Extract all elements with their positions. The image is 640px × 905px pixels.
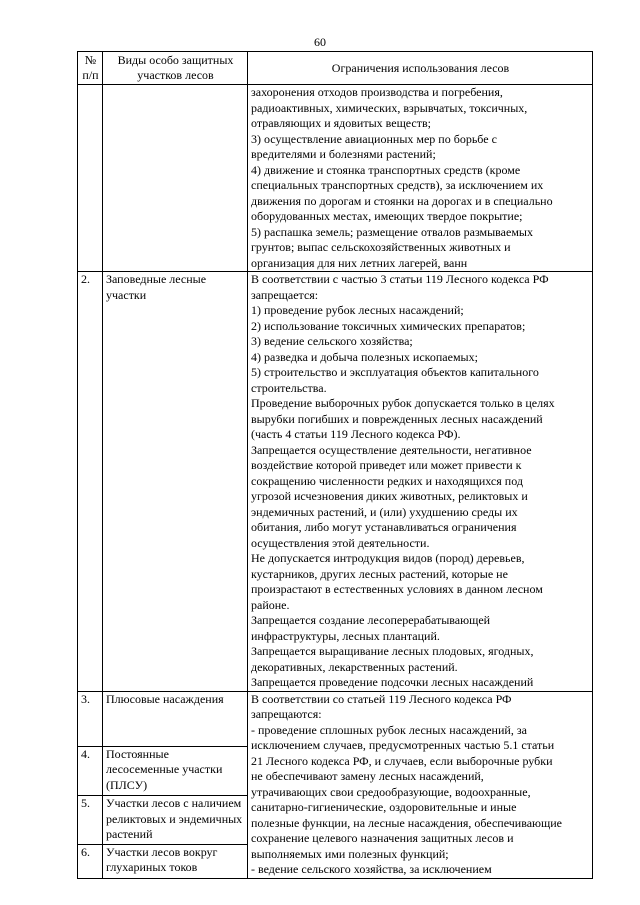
restriction-line: вырубки погибших и поврежденных лесных насаждений xyxy=(251,411,543,426)
restriction-line: запрещаются: xyxy=(251,707,322,721)
header-number: № п/п xyxy=(78,52,103,85)
restriction-line: В соответствии с частью 3 статьи 119 Лесного кодекса РФ xyxy=(251,272,549,286)
restriction-line: 21 Лесного кодекса РФ, и случаев, если выборочные рубки xyxy=(251,753,553,768)
restriction-line: сокращению численности редких и находящихся под xyxy=(251,473,523,488)
table-row xyxy=(78,85,593,272)
restriction-line: организация для них летних лагерей, ванн xyxy=(251,255,468,270)
header-restrictions: Ограничения использования лесов xyxy=(248,52,593,85)
restriction-line: 5) распашка земель; размещение отвалов размываемых xyxy=(251,224,533,239)
row-area-type: Заповедные лесные участки xyxy=(103,272,248,692)
restriction-line: радиоактивных, химических, взрывчатых, токсичных, xyxy=(251,100,528,115)
row-number: 5. xyxy=(78,796,103,845)
restriction-line: 4) разведка и добыча полезных ископаемых; xyxy=(251,349,478,364)
restriction-line: запрещается: xyxy=(251,287,319,302)
restriction-line: выполняемых ими полезных функций; xyxy=(251,846,449,861)
table-row xyxy=(78,272,593,692)
row-restrictions xyxy=(248,691,593,878)
restriction-line: декоративных, лекарственных растений. xyxy=(251,659,458,674)
restriction-line: вредителями и болезнями растений; xyxy=(251,147,436,161)
restriction-line: сохранение целевого назначения защитных лесов и xyxy=(251,831,514,845)
restriction-line: - проведение сплошных рубок лесных насаждений, за xyxy=(251,722,527,737)
restriction-line: не обеспечивают замену лесных насаждений, xyxy=(251,769,484,783)
restriction-line: В соответствии со статьей 119 Лесного кодекса РФ xyxy=(251,691,512,706)
restriction-line: исключением случаев, предусмотренных частью 5.1 статьи xyxy=(251,738,555,752)
table-header-row xyxy=(78,52,593,85)
restriction-line: произрастают в естественных условиях в данном лесном xyxy=(251,582,543,596)
restriction-line: оборудованных местах, имеющих твердое покрытие; xyxy=(251,209,523,223)
restriction-line: утрачивающих свои средообразующие, водоохранные, xyxy=(251,784,531,799)
restriction-line: угрозой исчезновения диких животных, реликтовых и xyxy=(251,489,528,503)
restriction-line: санитарно-гигиенические, оздоровительные и иные xyxy=(251,800,517,814)
restriction-line: Не допускается интродукция видов (пород) деревьев, xyxy=(251,551,525,565)
restriction-line: 3) осуществление авиационных мер по борьбе с xyxy=(251,131,497,146)
restriction-line: 2) использование токсичных химических препаратов; xyxy=(251,318,526,333)
row-area-type: Плюсовые насаждения xyxy=(103,691,248,746)
row-area-type: Участки лесов с наличием реликтовых и эндемичных растений xyxy=(103,796,248,845)
restriction-line: Проведение выборочных рубок допускается только в целях xyxy=(251,396,555,410)
page-number: 60 xyxy=(314,35,326,49)
table-row xyxy=(78,691,593,746)
row-area-type: Постоянные лесосеменные участки (ПЛСУ) xyxy=(103,746,248,795)
restriction-line: Запрещается выращивание лесных плодовых, ягодных, xyxy=(251,644,534,658)
row-number: 2. xyxy=(78,272,103,692)
row-number: 6. xyxy=(78,844,103,878)
restriction-line: грунтов; выпас сельскохозяйственных животных и xyxy=(251,240,511,254)
row-area-type xyxy=(103,85,248,272)
restriction-line: строительства. xyxy=(251,380,327,395)
restrictions-table xyxy=(77,51,593,879)
restriction-line: полезные функции, на лесные насаждения, обеспечивающие xyxy=(251,815,562,830)
restriction-line: 1) проведение рубок лесных насаждений; xyxy=(251,303,464,317)
row-restrictions xyxy=(248,272,593,692)
row-area-type: Участки лесов вокруг глухариных токов xyxy=(103,844,248,878)
row-number xyxy=(78,85,103,272)
header-area-type: Виды особо защитных участков лесов xyxy=(103,52,248,85)
restriction-line: кустарников, других лесных растений, которые не xyxy=(251,566,508,581)
row-restrictions xyxy=(248,85,593,272)
restriction-line: Запрещается осуществление деятельности, негативное xyxy=(251,442,532,457)
restriction-line: инфраструктуры, лесных плантаций. xyxy=(251,628,440,643)
restriction-line: Запрещается создание лесоперерабатывающей xyxy=(251,613,491,627)
row-number: 4. xyxy=(78,746,103,795)
restriction-line: 4) движение и стоянка транспортных средств (кроме xyxy=(251,162,521,177)
restriction-line: специальных транспортных средств), за исключением их xyxy=(251,178,544,192)
restriction-line: воздействие которой приведет или может привести к xyxy=(251,458,522,472)
restriction-line: 3) ведение сельского хозяйства; xyxy=(251,334,413,348)
restriction-line: захоронения отходов производства и погребения, xyxy=(251,85,503,99)
restriction-line: 5) строительство и эксплуатация объектов капитального xyxy=(251,365,539,379)
restriction-line: отравляющих и ядовитых веществ; xyxy=(251,116,431,130)
restriction-line: - ведение сельского хозяйства, за исключением xyxy=(251,862,492,876)
restriction-line: осуществления этой деятельности. xyxy=(251,535,430,550)
row-number: 3. xyxy=(78,691,103,746)
restriction-line: движения по дорогам и стоянки на дорогах и в специально xyxy=(251,193,553,208)
restriction-line: обитания, либо могут устанавливаться ограничения xyxy=(251,520,517,534)
restriction-line: районе. xyxy=(251,597,290,612)
restriction-line: эндемичных растений, и (или) ухудшению среды их xyxy=(251,504,518,519)
restriction-line: (часть 4 статьи 119 Лесного кодекса РФ). xyxy=(251,427,461,441)
restriction-line: Запрещается проведение подсочки лесных насаждений xyxy=(251,675,534,689)
